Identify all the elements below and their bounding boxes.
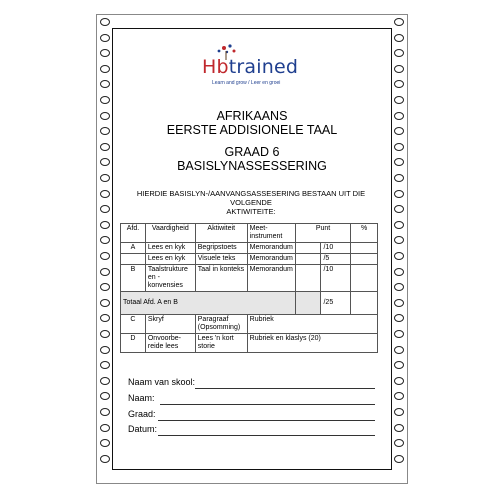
- intro-line-1: HIERDIE BASISLYN-/AANVANGSASSESERING BESTAAN UIT DIE: [136, 189, 366, 198]
- spiral-loop: [394, 158, 404, 166]
- cell-vaardigheid: Skryf: [145, 315, 195, 334]
- spiral-loop: [394, 143, 404, 151]
- school-label: Naam van skool:: [128, 377, 196, 387]
- cell-afd: [121, 254, 146, 265]
- cell-meet: Rubriek en klaslys (20): [247, 334, 377, 353]
- title-grade: GRAAD 6: [224, 145, 280, 159]
- intro-line-2: VOLGENDE: [230, 198, 272, 207]
- spiral-loop: [394, 408, 404, 416]
- spiral-loop: [100, 18, 110, 26]
- cell-punt: /5: [321, 254, 351, 265]
- cell-pct: [351, 254, 378, 265]
- header-meet: [247, 224, 295, 243]
- spiral-loop: [394, 424, 404, 432]
- cell-vaardigheid: [145, 265, 195, 292]
- total-punt: /25: [321, 292, 351, 315]
- cell-aktiwiteit: [195, 334, 247, 353]
- spiral-loop: [394, 221, 404, 229]
- spiral-loop: [394, 80, 404, 88]
- spiral-loop: [394, 283, 404, 291]
- spiral-loop: [394, 346, 404, 354]
- table-header-row: [121, 224, 378, 243]
- cell-afd: C: [121, 315, 146, 334]
- cell-punt: /10: [321, 243, 351, 254]
- spiral-loop: [100, 439, 110, 447]
- header-meet-line1: Meet-: [249, 225, 268, 232]
- logo-tagline: Learn and grow / Leer en groei: [212, 80, 281, 86]
- spiral-loop: [100, 236, 110, 244]
- spiral-loop: [394, 65, 404, 73]
- logo-wordmark: [202, 56, 298, 78]
- cell-aktiwiteit: [195, 315, 247, 334]
- cell-aktiwiteit-line2: (Opsomming): [197, 324, 241, 331]
- spiral-loop: [100, 65, 110, 73]
- cell-pct: [351, 243, 378, 254]
- spiral-loop: [100, 143, 110, 151]
- header-aktiwiteit: Aktiwiteit: [195, 224, 247, 243]
- spiral-loop: [394, 268, 404, 276]
- title-subject: AFRIKAANS: [216, 109, 288, 123]
- spiral-loop: [100, 127, 110, 135]
- cell-blank: [295, 265, 321, 292]
- spiral-loop: [394, 174, 404, 182]
- right-spiral-binding: [394, 18, 404, 476]
- cell-vaardigheid: Lees en kyk: [145, 243, 195, 254]
- cell-meet: Memorandum: [247, 254, 295, 265]
- spiral-loop: [394, 361, 404, 369]
- spiral-loop: [100, 314, 110, 322]
- logo-part1: Hb: [202, 56, 229, 78]
- spiral-loop: [100, 392, 110, 400]
- cell-afd: A: [121, 243, 146, 254]
- date-label: Datum:: [128, 424, 158, 434]
- cell-vaardigheid: [145, 334, 195, 353]
- table-row: [121, 265, 378, 292]
- spiral-loop: [100, 346, 110, 354]
- spiral-loop: [100, 377, 110, 385]
- spiral-loop: [394, 377, 404, 385]
- table-row: [121, 254, 378, 265]
- name-line[interactable]: [160, 404, 375, 405]
- spiral-loop: [394, 330, 404, 338]
- cell-vaardigheid-line1: Taalstrukture: [147, 266, 188, 273]
- spiral-loop: [394, 112, 404, 120]
- cell-vaardigheid-line2: reide lees: [147, 343, 179, 350]
- date-line[interactable]: [158, 435, 375, 436]
- cell-meet: Rubriek: [247, 315, 377, 334]
- spiral-loop: [394, 205, 404, 213]
- cell-vaardigheid-line1: Onvoorbe-: [147, 335, 181, 342]
- cell-punt: /10: [321, 265, 351, 292]
- cell-blank: [295, 292, 321, 315]
- spiral-loop: [100, 455, 110, 463]
- spiral-loop: [100, 268, 110, 276]
- spiral-loop: [100, 34, 110, 42]
- spiral-loop: [394, 127, 404, 135]
- name-label: Naam:: [128, 393, 155, 403]
- spiral-loop: [100, 299, 110, 307]
- cell-aktiwiteit-line1: Paragraaf: [197, 316, 229, 323]
- activities-table: [120, 223, 378, 353]
- spiral-loop: [100, 190, 110, 198]
- spiral-loop: [394, 314, 404, 322]
- cell-aktiwiteit-line1: Lees 'n kort: [197, 335, 234, 342]
- spiral-loop: [394, 18, 404, 26]
- header-punt: Punt: [295, 224, 350, 243]
- header-vaardigheid: Vaardigheid: [145, 224, 195, 243]
- cell-blank: [295, 243, 321, 254]
- spiral-loop: [100, 283, 110, 291]
- spiral-loop: [394, 299, 404, 307]
- spiral-loop: [100, 49, 110, 57]
- cell-aktiwiteit: Visuele teks: [195, 254, 247, 265]
- cell-aktiwiteit: Taal in konteks: [195, 265, 247, 292]
- table-row: [121, 243, 378, 254]
- spiral-loop: [100, 221, 110, 229]
- total-row: [121, 292, 378, 315]
- spiral-loop: [394, 392, 404, 400]
- grade-label: Graad:: [128, 409, 156, 419]
- spiral-loop: [394, 49, 404, 57]
- header-pct: %: [351, 224, 378, 243]
- cell-afd: D: [121, 334, 146, 353]
- logo-part2: trained: [228, 56, 299, 78]
- spiral-loop: [100, 408, 110, 416]
- cell-meet: Memorandum: [247, 243, 295, 254]
- title-assessment: BASISLYNASSESSERING: [177, 159, 327, 173]
- spiral-loop: [394, 455, 404, 463]
- spiral-loop: [100, 96, 110, 104]
- grade-line[interactable]: [158, 420, 375, 421]
- cell-aktiwiteit: Begripstoets: [195, 243, 247, 254]
- spiral-loop: [100, 205, 110, 213]
- spiral-loop: [100, 330, 110, 338]
- header-afd: Afd.: [121, 224, 146, 243]
- cell-vaardigheid: Lees en kyk: [145, 254, 195, 265]
- cell-afd: B: [121, 265, 146, 292]
- cell-pct: [351, 265, 378, 292]
- cell-vaardigheid-line2: en -: [147, 274, 160, 281]
- spiral-loop: [100, 361, 110, 369]
- school-name-line[interactable]: [195, 388, 375, 389]
- spiral-loop: [394, 190, 404, 198]
- cell-aktiwiteit-line2: storie: [197, 343, 215, 350]
- cell-pct: [351, 292, 378, 315]
- spiral-loop: [100, 158, 110, 166]
- spiral-loop: [394, 439, 404, 447]
- spiral-loop: [100, 174, 110, 182]
- spiral-loop: [394, 252, 404, 260]
- cell-blank: [295, 254, 321, 265]
- title-language: EERSTE ADDISIONELE TAAL: [166, 123, 338, 137]
- total-label: Totaal Afd. A en B: [121, 292, 296, 315]
- left-spiral-binding: [100, 18, 110, 476]
- cell-meet: Memorandum: [247, 265, 295, 292]
- spiral-loop: [100, 252, 110, 260]
- cell-vaardigheid-line3: konvensies: [147, 282, 183, 289]
- spiral-loop: [394, 34, 404, 42]
- table-row: [121, 334, 378, 353]
- hbtrained-logo: [190, 46, 320, 98]
- spiral-loop: [100, 112, 110, 120]
- spiral-loop: [100, 80, 110, 88]
- spiral-loop: [394, 96, 404, 104]
- header-meet-line2: instrument: [249, 233, 283, 240]
- intro-line-3: AKTIWITEITE:: [226, 207, 276, 216]
- table-row: [121, 315, 378, 334]
- spiral-loop: [394, 236, 404, 244]
- spiral-loop: [100, 424, 110, 432]
